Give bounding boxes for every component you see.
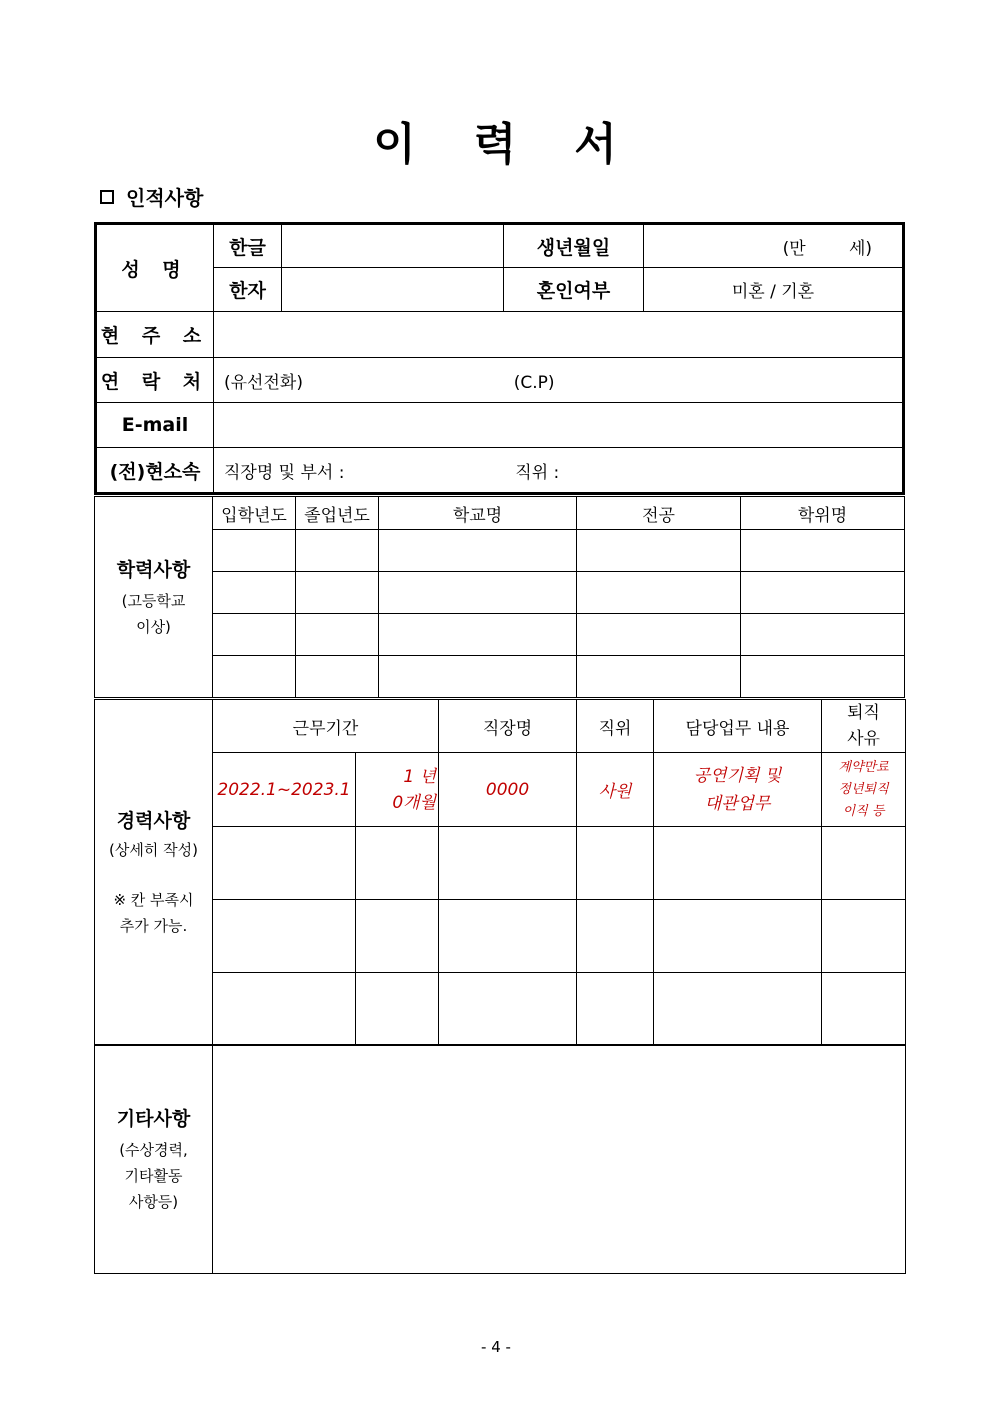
address-label: 현 주 소 [96, 312, 214, 358]
etc-label: 기타사항 [116, 1107, 191, 1130]
table-cell[interactable] [654, 900, 822, 973]
table-cell[interactable] [741, 614, 905, 656]
table-cell[interactable] [741, 530, 905, 572]
etc-sub: (수상경력, [119, 1140, 188, 1159]
table-cell[interactable] [356, 827, 439, 900]
reason-line: 이직 등 [842, 803, 885, 819]
table-cell[interactable] [577, 530, 741, 572]
career-sub: (상세히 작성) [109, 841, 198, 859]
table-cell[interactable] [296, 614, 379, 656]
address-field[interactable] [214, 312, 904, 358]
education-sub: 이상) [136, 617, 171, 636]
duty-line: 대관업무 [704, 793, 771, 814]
title-char: 력 [473, 119, 519, 170]
table-cell[interactable] [213, 614, 296, 656]
table-cell[interactable] [296, 530, 379, 572]
duty-line: 공연기획 및 [693, 765, 782, 786]
table-cell[interactable] [822, 900, 906, 973]
table-cell[interactable] [356, 973, 439, 1046]
table-cell[interactable] [213, 530, 296, 572]
hanja-name-field[interactable] [282, 268, 504, 312]
example-duration[interactable] [356, 753, 439, 827]
duration-line: 0개월 [392, 792, 437, 813]
table-cell[interactable] [577, 572, 741, 614]
example-company[interactable]: 0000 [439, 753, 577, 827]
page-number: - 4 - [481, 1338, 511, 1356]
table-cell[interactable] [577, 827, 654, 900]
table-cell[interactable] [379, 656, 577, 698]
hanja-label: 한자 [214, 268, 282, 312]
etc-sub: 기타활동 [124, 1166, 183, 1185]
workplace-label: 직장명 및 부서 : [224, 462, 345, 483]
column-header: 졸업년도 [296, 497, 379, 530]
contact-field[interactable] [214, 358, 904, 403]
table-cell[interactable] [379, 614, 577, 656]
table-cell[interactable] [822, 827, 906, 900]
contact-label: 연 락 처 [96, 358, 214, 403]
table-cell[interactable] [439, 827, 577, 900]
column-header: 학교명 [379, 497, 577, 530]
table-cell[interactable] [213, 572, 296, 614]
table-cell[interactable] [296, 656, 379, 698]
column-header: 입학년도 [213, 497, 296, 530]
example-duty[interactable] [654, 753, 822, 827]
table-cell[interactable] [577, 900, 654, 973]
column-header: 학위명 [741, 497, 905, 530]
education-label: 학력사항 [116, 558, 191, 581]
reason-line: 정년퇴직 [838, 781, 889, 797]
education-table [94, 496, 905, 698]
column-header: 담당업무 내용 [654, 700, 822, 753]
etc-sub: 사항등) [128, 1192, 179, 1211]
table-cell[interactable] [654, 827, 822, 900]
name-label: 성 명 [96, 224, 214, 312]
table-cell[interactable] [577, 973, 654, 1046]
email-field[interactable] [214, 403, 904, 448]
cp-label: (C.P) [513, 372, 555, 393]
career-note: 추가 가능. [119, 917, 188, 935]
header-line: 사유 [847, 729, 880, 749]
section-heading [100, 182, 203, 211]
affiliation-label: (전)현소속 [96, 448, 214, 494]
table-cell[interactable] [577, 656, 741, 698]
title-char: 서 [574, 119, 619, 170]
career-label-cell [95, 700, 213, 1046]
marriage-field[interactable]: 미혼 / 기혼 [644, 268, 904, 312]
etc-table [94, 1044, 906, 1274]
etc-field[interactable] [213, 1045, 906, 1274]
table-cell[interactable] [741, 572, 905, 614]
table-cell[interactable] [577, 614, 741, 656]
birth-field[interactable]: (만 세) [644, 224, 904, 268]
example-period[interactable]: 2022.1~2023.1 [213, 753, 356, 827]
title-char: 이 [373, 119, 418, 170]
table-cell[interactable] [213, 827, 356, 900]
table-cell[interactable] [356, 900, 439, 973]
education-label-cell [95, 497, 213, 698]
birth-label: 생년월일 [504, 224, 644, 268]
table-cell[interactable] [439, 900, 577, 973]
email-label: E-mail [96, 403, 214, 448]
duration-line: 1 년 [403, 766, 437, 787]
career-table [94, 699, 906, 1046]
table-cell[interactable] [213, 656, 296, 698]
position-label: 직위 : [515, 462, 560, 483]
personal-info-table [94, 222, 905, 495]
table-cell[interactable] [213, 973, 356, 1046]
example-reason[interactable] [822, 753, 906, 827]
square-icon [100, 190, 114, 204]
affiliation-field[interactable] [214, 448, 904, 494]
column-header: 전공 [577, 497, 741, 530]
table-cell[interactable] [379, 530, 577, 572]
header-line: 퇴직 [847, 703, 880, 723]
table-cell[interactable] [741, 656, 905, 698]
table-cell[interactable] [296, 572, 379, 614]
reason-line: 계약만료 [838, 759, 889, 775]
education-sub: (고등학교 [121, 591, 186, 610]
table-cell[interactable] [379, 572, 577, 614]
career-note: ※ 칸 부족시 [113, 891, 194, 909]
document-title [0, 108, 992, 172]
table-cell[interactable] [654, 973, 822, 1046]
hangul-label: 한글 [214, 224, 282, 268]
column-header: 직장명 [439, 700, 577, 753]
column-header: 직위 [577, 700, 654, 753]
column-header: 근무기간 [213, 700, 439, 753]
table-cell[interactable] [439, 973, 577, 1046]
phone-label: (유선전화) [224, 372, 303, 393]
table-cell[interactable] [213, 900, 356, 973]
hangul-name-field[interactable] [282, 224, 504, 268]
section-title: 인적사항 [126, 186, 204, 210]
career-label: 경력사항 [116, 810, 191, 832]
marriage-label: 혼인여부 [504, 268, 644, 312]
etc-label-cell [95, 1045, 213, 1274]
example-position[interactable]: 사원 [577, 753, 654, 827]
column-header [822, 700, 906, 753]
table-cell[interactable] [822, 973, 906, 1046]
